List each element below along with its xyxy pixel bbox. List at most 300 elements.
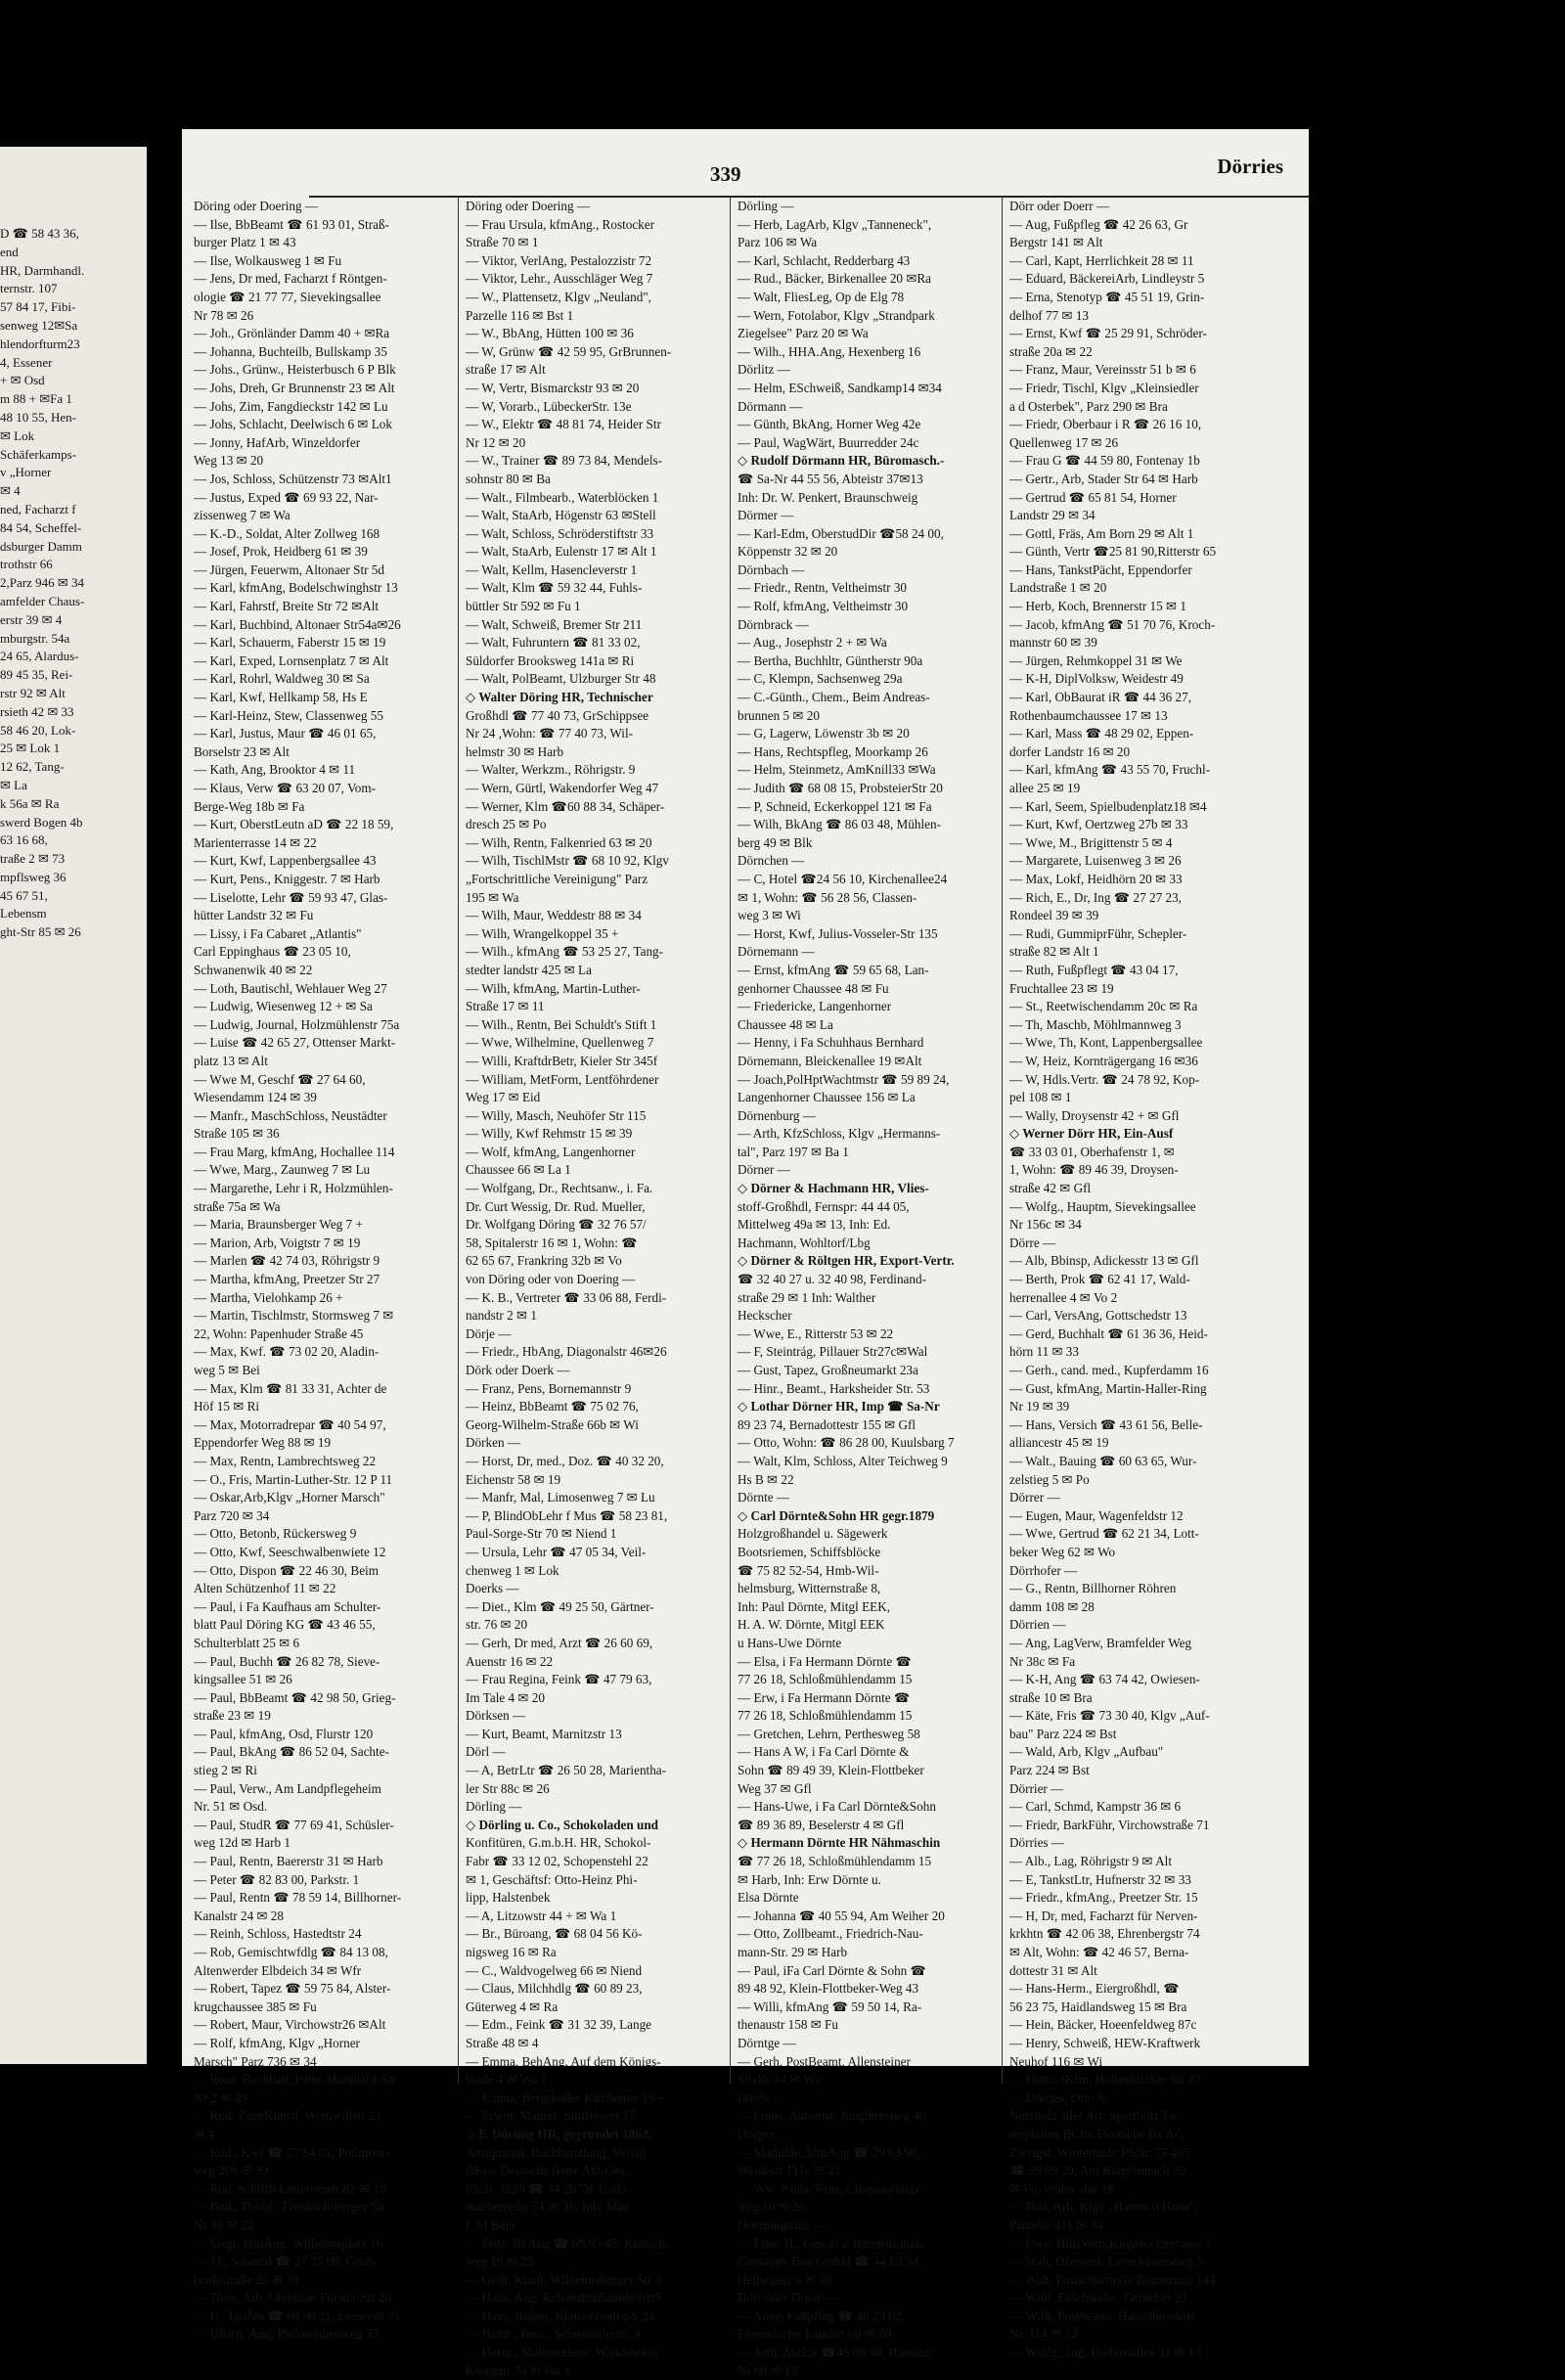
directory-entry: — K.-D., Soldat, Alter Zollweg 168 xyxy=(194,525,380,541)
directory-entry: ◇ Carl Dörnte&Sohn HR gegr.1879 xyxy=(738,1507,935,1523)
scan-border xyxy=(1309,0,1565,2130)
directory-entry: stoff-Großhdl, Fernspr: 44 44 05, xyxy=(738,1198,910,1214)
directory-entry: — Friedericke, Langenhorner xyxy=(738,999,892,1014)
left-fragment-line: k 56a ✉ Ra xyxy=(0,795,60,811)
directory-entry: — Oskar,Arb,Klgv „Horner Marsch" xyxy=(194,1490,385,1505)
directory-entry: — Marion, Arb, Voigtstr 7 ✉ 19 xyxy=(194,1235,361,1250)
directory-entry: 89 23 74, Bernadottestr 155 ✉ Gfl xyxy=(738,1416,917,1432)
directory-entry: Höf 15 ✉ Ri xyxy=(194,1399,260,1415)
directory-entry: — Hans-Uwe, i Fa Carl Dörnte&Sohn xyxy=(738,1799,936,1815)
directory-entry: — C., Waldvogelweg 66 ✉ Niend xyxy=(466,1962,643,1978)
directory-entry: — Josef, Prok, Heidberg 61 ✉ 39 xyxy=(194,544,368,560)
surname-heading: Dörlitz — xyxy=(738,362,790,378)
directory-entry: mann-Str. 29 ✉ Harb xyxy=(738,1945,848,1959)
directory-entry: — Jens, Dr med, Facharzt f Röntgen- xyxy=(194,271,387,287)
directory-entry: — Th, Maschb, Möhlmannweg 3 xyxy=(1009,1016,1182,1032)
left-fragment-line: 12 62, Tang- xyxy=(0,759,65,775)
page-header xyxy=(182,143,1309,192)
left-fragment-line: 24 65, Alardus- xyxy=(0,649,79,664)
directory-entry: 22, Wohn: Papenhuder Straße 45 xyxy=(194,1325,364,1341)
directory-entry: — Jürgen, Rehmkoppel 31 ✉ We xyxy=(1009,652,1183,668)
directory-entry: — Horst, Kwf, Julius-Vosseler-Str 135 xyxy=(738,925,938,941)
directory-entry: Elsa Dörnte xyxy=(738,1890,799,1906)
running-head: Dörries xyxy=(1217,155,1283,178)
directory-entry: dottestr 31 ✉ Alt xyxy=(1009,1962,1097,1978)
directory-entry: — Wwe M, Geschf ☎ 27 64 60, xyxy=(194,1071,366,1087)
surname-heading: Dörner — xyxy=(738,1162,790,1178)
directory-entry: ☎ 89 36 89, Beselerstr 4 ✉ Gfl xyxy=(738,1817,905,1832)
directory-entry: Container Bau GmbH ☎ 44 63 34, xyxy=(738,2254,922,2269)
directory-entry: — Paul, iFa Carl Dörnte & Sohn ☎ xyxy=(738,1962,926,1978)
surname-heading: Dörnenburg — xyxy=(738,1107,816,1123)
surname-heading: Dörre — xyxy=(1009,1235,1056,1250)
directory-entry: ☎ 77 26 18, Schloßmühlendamm 15 xyxy=(738,1854,932,1869)
left-fragment-line: amfelder Chaus- xyxy=(0,593,85,608)
directory-entry: Borselstr 23 ✉ Alt xyxy=(194,743,290,759)
directory-entry: — A, Litzowstr 44 + ✉ Wa 1 xyxy=(466,1908,617,1923)
directory-entry: Nr 19 ✉ 39 xyxy=(1009,1399,1070,1415)
directory-entry: Schulterblatt 25 ✉ 6 xyxy=(194,1635,300,1650)
directory-entry: — Emma, Bergstedter Kirchenstr 19 + xyxy=(466,2089,666,2105)
surname-heading: Dörken — xyxy=(466,1435,521,1451)
directory-entry: ◇ Lothar Dörner HR, Imp ☎ Sa-Nr xyxy=(738,1399,940,1415)
directory-entry: — Kurt, Kwf, Lappenbergsallee 43 xyxy=(194,853,377,869)
directory-entry: — Gerh, PostBeamt, Allensteiner xyxy=(738,2053,911,2069)
directory-entry: — Lissy, i Fa Cabaret „Atlantis" xyxy=(194,925,362,941)
directory-entry: serplatten BCto: Deutsche Bk AG xyxy=(1009,2126,1185,2141)
directory-entry: — William, MetForm, Lentföhrdener xyxy=(466,1071,659,1087)
directory-entry: 89 48 92, Klein-Flottbeker-Weg 43 xyxy=(738,1981,919,1997)
directory-page xyxy=(182,129,1309,2378)
surname-heading: Dörl — xyxy=(466,1744,506,1760)
directory-entry: — Ang, LagVerw, Bramfelder Weg xyxy=(1009,1635,1192,1650)
directory-entry: — Walt., Bauing ☎ 60 63 65, Wur- xyxy=(1009,1453,1197,1468)
left-fragment-line: D ☎ 58 43 36, xyxy=(0,226,79,241)
left-fragment-line: 2,Parz 946 ✉ 34 xyxy=(0,575,84,591)
directory-entry: — C.-Günth., Chem., Beim Andreas- xyxy=(738,690,930,705)
directory-entry: — Carl, VersAng, Gottschedstr 13 xyxy=(1009,1308,1187,1324)
directory-entry: — Max, Klm ☎ 81 33 31, Achter de xyxy=(194,1380,387,1396)
directory-entry: — Margarete, Luisenweg 3 ✉ 26 xyxy=(1009,853,1182,869)
directory-entry: ✉ 4 xyxy=(194,2126,214,2141)
directory-entry: krkhtn ☎ 42 06 38, Ehrenbergstr 74 xyxy=(1009,1926,1200,1942)
directory-entry: heidestraße 25 ✉ 39 xyxy=(194,2271,299,2287)
column-divider xyxy=(730,196,731,2084)
directory-entry: — Bertha, Buchhltr, Güntherstr 90a xyxy=(738,652,923,668)
directory-entry: — Walt, PolBeamt, Ulzburger Str 48 xyxy=(466,671,656,687)
directory-entry: Rothenbaumchaussee 17 ✉ 13 xyxy=(1009,707,1168,723)
directory-entry: u Hans-Uwe Dörnte xyxy=(738,1635,842,1650)
directory-entry: — Ilse, BbBeamt ☎ 61 93 01, Straß- xyxy=(194,216,389,232)
directory-entry: blatt Paul Döring KG ☎ 43 46 55, xyxy=(194,1617,376,1633)
directory-entry: 56 23 75, Haidlandsweg 15 ✉ Bra xyxy=(1009,1998,1187,2014)
directory-entry: — Liselotte, Lehr ☎ 59 93 47, Glas- xyxy=(194,889,388,905)
directory-entry: zissenweg 7 ✉ Wa xyxy=(194,508,291,523)
directory-entry: — Gretchen, Lehrn, Perthesweg 58 xyxy=(738,1726,920,1741)
directory-entry: berg 49 ✉ Blk xyxy=(738,834,813,850)
directory-entry: Straße 70 ✉ 1 xyxy=(466,235,539,250)
directory-entry: Rondeel 39 ✉ 39 xyxy=(1009,908,1099,923)
directory-entry: delhof 77 ✉ 13 xyxy=(1009,307,1090,323)
directory-entry: — Wwe, Th, Kont, Lappenbergsallee xyxy=(1009,1035,1203,1051)
directory-entry: Eppendorfer Landstr 60 ✉ 20 xyxy=(738,2326,891,2342)
directory-entry: ☎ Sa-Nr 44 55 56, Abteistr 37✉13 xyxy=(738,471,923,486)
directory-entry: — Margarethe, Lehr i R, Holzmühlen- xyxy=(194,1181,393,1196)
directory-entry: — G, Lagerw, Löwenstr 3b ✉ 20 xyxy=(738,726,910,741)
directory-entry: Inh: Dr. W. Penkert, Braunschweig xyxy=(738,489,918,505)
directory-entry: — Manfr., MaschSchloss, Neustädter xyxy=(194,1107,387,1123)
directory-entry: ◇ Rudolf Dörmann HR, Büromasch.- xyxy=(738,453,945,469)
directory-entry: — C, Hotel ☎24 56 10, Kirchenallee24 xyxy=(738,871,948,886)
directory-entry: Fruchtallee 23 ✉ 19 xyxy=(1009,980,1114,996)
directory-entry: — Louis, Automat, Jungfernstieg 40 xyxy=(738,2108,926,2124)
directory-entry: — Karl, Buchbind, Altonaer Str54a✉26 xyxy=(194,616,401,632)
directory-entry: — Eugen, Maur, Wagenfeldstr 12 xyxy=(1009,1507,1184,1523)
directory-entry: Kanalstr 24 ✉ 28 xyxy=(194,1908,284,1923)
directory-entry: — Willi, ElSchweiss, Geibelstr 23 xyxy=(1009,2290,1187,2306)
directory-entry: genhorner Chaussee 48 ✉ Fu xyxy=(738,980,889,996)
directory-entry: kingsallee 51 ✉ 26 xyxy=(194,1672,292,1687)
directory-entry: helmstr 30 ✉ Harb xyxy=(466,743,564,759)
directory-entry: straße 23 ✉ 19 xyxy=(194,1708,271,1724)
directory-entry: — Gerh, Dr med, Arzt ☎ 26 60 69, xyxy=(466,1635,653,1650)
left-fragment-line: rstr 92 ✉ Alt xyxy=(0,685,66,700)
surname-heading: Dörr oder Doerr — xyxy=(738,2290,838,2306)
surname-heading: Dörnte — xyxy=(738,1490,790,1505)
directory-entry: ◇ Dörling u. Co., Schokoladen und xyxy=(466,1817,659,1832)
directory-entry: — H, Dr, med, Facharzt für Nerven- xyxy=(1009,1908,1198,1923)
directory-entry: straße 82 ✉ Alt 1 xyxy=(1009,944,1099,960)
surname-heading: Dörnbrack — xyxy=(738,616,809,632)
directory-entry: Dr. Wolfgang Döring ☎ 32 76 57/ xyxy=(466,1217,647,1233)
directory-entry: ✉ Harb, Inh: Erw Dörnte u. xyxy=(738,1871,881,1887)
directory-entry: weg 5 ✉ Bei xyxy=(194,1363,260,1377)
directory-entry: Nr 33 ✉ 22 xyxy=(194,2217,254,2232)
directory-entry: — Manfr, Mal, Limosenweg 7 ✉ Lu xyxy=(466,1490,655,1505)
directory-entry: — Paul, Rentn, Baererstr 31 ✉ Harb xyxy=(194,1854,383,1869)
directory-entry: — Gottl, Fräs, Am Born 29 ✉ Alt 1 xyxy=(1009,525,1194,541)
directory-column-4 xyxy=(1009,198,1268,2362)
directory-entry: — Helm, Steinmetz, AmKnill33 ✉Wa xyxy=(738,762,936,778)
directory-entry: — P, BlindObLehr f Mus ☎ 58 23 81, xyxy=(466,1507,668,1523)
directory-entry: Nr 24 ,Wohn: ☎ 77 40 73, Wil- xyxy=(466,726,633,741)
directory-entry: — Hans-Herm., Eiergroßhdl, ☎ xyxy=(1009,1981,1180,1997)
directory-entry: Marienterrasse 14 ✉ 22 xyxy=(194,834,317,850)
directory-entry: — Walt, Kellm, Hasencleverstr 1 xyxy=(466,561,638,577)
left-fragment-line: erstr 39 ✉ 4 xyxy=(0,611,63,627)
directory-entry: — Friedr., kfmAng., Preetzer Str. 15 xyxy=(1009,1890,1198,1906)
directory-entry: — Berth, Prok ☎ 62 41 17, Wald- xyxy=(1009,1272,1190,1287)
directory-entry: platz 13 ✉ Alt xyxy=(194,1053,268,1068)
directory-entry: — Br., Büroang, ☎ 68 04 56 Kö- xyxy=(466,1926,643,1942)
directory-entry: — Luise ☎ 42 65 27, Ottenser Markt- xyxy=(194,1035,396,1051)
directory-entry: Parz 106 ✉ Wa xyxy=(738,235,818,250)
directory-entry: Nr 60 ✉ 13 xyxy=(738,2362,798,2378)
directory-entry: chenweg 1 ✉ Lok xyxy=(466,1562,559,1578)
directory-entry: — Wolfg., Hauptm, Sievekingsallee xyxy=(1009,1198,1196,1214)
directory-entry: Chaussee 66 ✉ La 1 xyxy=(466,1162,571,1178)
directory-entry: Auenstr 16 ✉ 22 xyxy=(466,1653,554,1669)
directory-entry: — Karl, Exped, Lornsenplatz 7 ✉ Alt xyxy=(194,652,389,668)
directory-entry: — Karl, Rohrl, Waldweg 30 ✉ Sa xyxy=(194,671,370,687)
directory-entry: dorfer Landstr 16 ✉ 20 xyxy=(1009,743,1131,759)
directory-entry: — Joh., Grönländer Damm 40 + ✉Ra xyxy=(194,326,390,341)
directory-entry: — Ulrich, Ang, Philosophenweg 33 xyxy=(194,2326,380,2342)
directory-entry: Hellwigstr 6 ✉ 20 xyxy=(738,2271,832,2287)
left-fragment-line: 89 45 35, Rei- xyxy=(0,667,73,683)
directory-entry: ologie ☎ 21 77 77, Sievekingsallee xyxy=(194,289,381,304)
directory-entry: — Johs, Dreh, Gr Brunnenstr 23 ✉ Alt xyxy=(194,380,395,395)
directory-entry: hörn 11 ✉ 33 xyxy=(1009,1344,1079,1360)
directory-entry: str. 76 ✉ 20 xyxy=(466,1617,528,1633)
left-fragment-line: 25 ✉ Lok 1 xyxy=(0,741,61,756)
left-fragment-line: 63 16 68, xyxy=(0,832,48,848)
directory-entry: zelstieg 5 ✉ Po xyxy=(1009,1471,1090,1487)
directory-entry: — Wwe, Gertrud ☎ 62 21 34, Lott- xyxy=(1009,1526,1199,1542)
directory-entry: — Ursula, Lehr ☎ 47 05 34, Veil- xyxy=(466,1544,647,1559)
directory-entry: Zweigst. Winterhude PSch: 75 485 xyxy=(1009,2144,1190,2160)
directory-entry: — Kurt, Beamt, Marnitzstr 13 xyxy=(466,1726,622,1741)
directory-entry: stieg 2 ✉ Ri xyxy=(194,1763,257,1778)
directory-entry: Bergstr 141 ✉ Alt xyxy=(1009,235,1103,250)
left-fragment-line: ght-Str 85 ✉ 26 xyxy=(0,924,81,940)
left-fragment-line: swerd Bogen 4b xyxy=(0,814,83,830)
surname-heading: Dörnchen — xyxy=(738,853,805,869)
directory-column-1 xyxy=(194,198,452,2344)
directory-entry: weg 20b ✉ 39 xyxy=(194,2163,268,2178)
directory-entry: — Mathilde, kfmAng ☎ 29 63 90, xyxy=(738,2144,921,2160)
directory-entry: — C, Klempn, Sachsenweg 29a xyxy=(738,671,903,687)
directory-entry: — Wilh., kfmAng ☎ 53 25 27, Tang- xyxy=(466,944,664,960)
directory-entry: Parz 720 ✉ 34 xyxy=(194,1507,270,1523)
directory-entry: — Walt, Klm, Schloss, Alter Teichweg 9 xyxy=(738,1453,948,1468)
directory-entry: — Loth, Bautischl, Wehlauer Weg 27 xyxy=(194,980,387,996)
directory-entry: — A, BetrLtr ☎ 26 50 28, Marientha- xyxy=(466,1763,667,1778)
directory-entry: — K-H, Ang ☎ 63 74 42, Owiesen- xyxy=(1009,1672,1200,1687)
directory-entry: weg 3 ✉ Wi xyxy=(738,908,801,923)
directory-entry: — Walt, StaArb, Högenstr 63 ✉Stell xyxy=(466,508,656,523)
directory-entry: ✉ 1, Geschäftsf: Otto-Heinz Phi- xyxy=(466,1871,638,1887)
directory-entry: thenaustr 158 ✉ Fu xyxy=(738,2017,838,2033)
directory-entry: — Rolf, kfmAng, Veltheimstr 30 xyxy=(738,599,909,614)
directory-entry: Nr. 114 ✉ 22 xyxy=(1009,2326,1078,2342)
directory-entry: Antiquariat, Buchhandlung, Verlag xyxy=(466,2144,647,2160)
directory-entry: — Th, Schneid ☎ 27 35 09, Groß- xyxy=(194,2254,378,2269)
directory-entry: — Wilh., HHA.Ang, Hexenberg 16 xyxy=(738,343,921,359)
directory-entry: — Walt, Klm ☎ 59 32 44, Fuhls- xyxy=(466,580,643,596)
directory-entry: — Ludwig, Wiesenweg 12 + ✉ Sa xyxy=(194,999,373,1014)
directory-entry: ☎ 33 03 01, Oberhafenstr 1, ✉ xyxy=(1009,1144,1175,1159)
directory-entry: — Aug., Josephstr 2 + ✉ Wa xyxy=(738,635,887,651)
directory-entry: Marsch" Parz 736 ✉ 34 xyxy=(194,2053,317,2069)
directory-entry: — Rud, Arb, Klgv „Hamm u Horn", xyxy=(1009,2199,1197,2215)
surname-heading: Dörper — xyxy=(738,2126,790,2141)
directory-entry: — Paul, BkAng ☎ 86 52 04, Sachte- xyxy=(194,1744,389,1760)
directory-entry: — Paul, Rentn ☎ 78 59 14, Billhorner- xyxy=(194,1890,402,1906)
directory-entry: ☎ 59 89 29, Am Karpfenteich 20 xyxy=(1009,2163,1186,2178)
surname-heading: Dörös — xyxy=(738,2089,785,2105)
directory-entry: — Herm., Malermeister, Wandsbeker xyxy=(466,2345,659,2360)
directory-entry: sohnstr 80 ✉ Ba xyxy=(466,471,551,486)
directory-entry: lande 4 ✉ Wa 1 xyxy=(466,2072,547,2088)
directory-entry: — Rudi, GummiprFühr, Schepler- xyxy=(1009,925,1187,941)
directory-entry: 77 26 18, Schloßmühlendamm 15 xyxy=(738,1672,913,1687)
directory-entry: — Uwe, HdlsVertr,Klopstockterrasse 1 xyxy=(1009,2235,1212,2251)
directory-entry: — Rud., Bäcker, Birkenallee 20 ✉Ra xyxy=(738,271,932,287)
directory-entry: — Gerd, Buchhalt ☎ 61 36 36, Heid- xyxy=(1009,1325,1208,1341)
directory-entry: Heckscher xyxy=(738,1308,792,1324)
directory-entry: — P, Schneid, Eckerkoppel 121 ✉ Fa xyxy=(738,798,932,814)
directory-entry: brunnen 5 ✉ 20 xyxy=(738,707,820,723)
directory-entry: — Paul, BbBeamt ☎ 42 98 50, Grieg- xyxy=(194,1689,396,1705)
directory-entry: Sohn ☎ 89 49 39, Klein-Flottbeker xyxy=(738,1763,924,1778)
directory-entry: tal", Parz 197 ✉ Ba 1 xyxy=(738,1144,849,1159)
directory-entry: ◇ Werner Dörr HR, Ein-Ausf xyxy=(1009,1126,1174,1142)
directory-entry: — Walter, Werkzm., Röhrigstr. 9 xyxy=(466,762,636,778)
left-fragment-line: senweg 12✉Sa xyxy=(0,317,78,333)
directory-entry: — Peter ☎ 82 83 00, Parkstr. 1 xyxy=(194,1871,360,1887)
directory-entry: — Wilh, Rentn, Falkenried 63 ✉ 20 xyxy=(466,834,652,850)
directory-entry: — Frau G ☎ 44 59 80, Fontenay 1b xyxy=(1009,453,1200,469)
left-fragment-line: 4, Essener xyxy=(0,354,53,370)
directory-entry: — Dörries, Otto A. xyxy=(1009,2089,1109,2105)
surname-heading: Dörnbach — xyxy=(738,561,805,577)
directory-entry: — Robert, Tapez ☎ 59 75 84, Alster- xyxy=(194,1981,391,1997)
directory-entry: Langenhorner Chaussee 156 ✉ La xyxy=(738,1090,916,1105)
left-page-fragment xyxy=(0,147,147,2064)
directory-entry: — Wolfgang, Dr., Rechtsanw., i. Fa. xyxy=(466,1181,653,1196)
directory-entry: — Theo, Arb, Christian-Förster-Str 20 xyxy=(194,2290,392,2306)
left-fragment-line: + ✉ Osd xyxy=(0,373,45,388)
directory-entry: — Karl, ObBaurat iR ☎ 44 36 27, xyxy=(1009,690,1192,705)
directory-entry: Parzelle 116 ✉ Bst 1 xyxy=(466,307,574,323)
directory-entry: Weidestr 111c ✉ 22 xyxy=(738,2163,841,2178)
surname-heading: Dörries — xyxy=(1009,1835,1065,1851)
directory-entry: — Gerh., cand. med., Kupferdamm 16 xyxy=(1009,1363,1209,1377)
directory-entry: — Herb, LagArb, Klgv „Tanneneck", xyxy=(738,216,932,232)
directory-entry: — Wilh, BkAng ☎ 86 03 48, Mühlen- xyxy=(738,817,941,832)
directory-entry: Nr 12 ✉ 20 xyxy=(466,434,526,450)
directory-entry: — Max, Kwf. ☎ 73 02 20, Aladin- xyxy=(194,1344,380,1360)
left-fragment-line: dsburger Damm xyxy=(0,538,82,554)
directory-entry: ◇ Walter Döring HR, Technischer xyxy=(466,690,653,705)
directory-entry: Nutzholz aller Art, Sperrholz Fa- xyxy=(1009,2108,1180,2124)
directory-entry: — St., Reetwischendamm 20c ✉ Ra xyxy=(1009,999,1198,1014)
directory-entry: — Wald, Arb, Klgv „Aufbau" xyxy=(1009,1744,1164,1760)
directory-entry: — Paul, kfmAng, Osd, Flurstr 120 xyxy=(194,1726,374,1741)
directory-entry: straße 17 ✉ Alt xyxy=(466,362,546,378)
directory-entry: — K. B., Vertreter ☎ 33 06 88, Ferdi- xyxy=(466,1289,667,1305)
directory-entry: — Walt., Filmbearb., Waterblöcken 1 xyxy=(466,489,659,505)
directory-entry: — Rud, ZaubKünstl, Wohlwillstr 21 xyxy=(194,2108,382,2124)
directory-entry: — Erna, Stenotyp ☎ 45 51 19, Grin- xyxy=(1009,289,1205,304)
directory-entry: — Wolfg., Ing, Brahmsallee 31 ✉ 13 xyxy=(1009,2345,1202,2360)
directory-entry: Im Tale 4 ✉ 20 xyxy=(466,1689,545,1705)
directory-entry: — Fritz, BkAng ☎ 69 93 45, Kranich- xyxy=(466,2235,670,2251)
directory-entry: — E, TankstLtr, Hufnerstr 32 ✉ 33 xyxy=(1009,1871,1191,1887)
directory-entry: Hs B ✉ 22 xyxy=(738,1471,794,1487)
directory-entry: — Gertr., Arb, Stader Str 64 ✉ Harb xyxy=(1009,471,1198,486)
directory-entry: — Aug, Fußpfleg ☎ 42 26 63, Gr xyxy=(1009,216,1188,232)
directory-entry: Holzgroßhandel u. Sägewerk xyxy=(738,1526,888,1542)
directory-entry: herrenallee 4 ✉ Vo 2 xyxy=(1009,1289,1118,1305)
surname-heading: Dörk oder Doerk — xyxy=(466,1363,570,1377)
directory-entry: 195 ✉ Wa xyxy=(466,889,519,905)
surname-heading: Dörrhofer — xyxy=(1009,1562,1078,1578)
directory-entry: — Karl, Kwf, Hellkamp 58, Hs E xyxy=(194,690,368,705)
directory-entry: Alten Schützenhof 11 ✉ 22 xyxy=(194,1581,336,1596)
surname-heading: Dörnemann — xyxy=(738,944,815,960)
directory-entry: — Friedr., HbAng, Diagonalstr 46✉26 xyxy=(466,1344,667,1360)
surname-heading: Dörksen — xyxy=(466,1708,526,1724)
directory-entry: dresch 25 ✉ Po xyxy=(466,817,547,832)
left-fragment-line: ned, Facharzt f xyxy=(0,501,76,516)
directory-entry: büttler Str 592 ✉ Fu 1 xyxy=(466,599,581,614)
left-fragment-line: end xyxy=(0,244,19,259)
directory-entry: Landstraße 1 ✉ 20 xyxy=(1009,580,1107,596)
directory-entry: — Wwe, Marg., Zaunweg 7 ✉ Lu xyxy=(194,1162,371,1178)
directory-entry: — Carl, Kapt, Herrlichkeit 28 ✉ 11 xyxy=(1009,252,1194,268)
directory-entry: — Jürgen, Feuerwm, Altonaer Str 5d xyxy=(194,561,384,577)
directory-entry: — Claus, Milchhdlg ☎ 60 89 23, xyxy=(466,1981,643,1997)
left-fragment-line: HR, Darmhandl. xyxy=(0,262,85,278)
directory-entry: macherreihe 51 ✉ 36, Inh: Max xyxy=(466,2199,630,2215)
directory-entry: — Gerh, Kranf, Wilhelmsburger Str 3 xyxy=(466,2271,662,2287)
directory-entry: 62 65 67, Frankring 32b ✉ Vo xyxy=(466,1253,622,1269)
directory-entry: — O., Fris, Martin-Luther-Str. 12 P 11 xyxy=(194,1471,393,1487)
surname-heading: Dörmer — xyxy=(738,508,794,523)
directory-entry: — Reinh, Schloss, Hastedtstr 24 xyxy=(194,1926,362,1942)
directory-entry: — F, Steintrág, Pillauer Str27c✉Wal xyxy=(738,1344,928,1360)
left-fragment-line: ternstr. 107 xyxy=(0,281,58,296)
left-fragment-line: mpflsweg 36 xyxy=(0,869,67,884)
directory-entry: — W., BbAng, Hütten 100 ✉ 36 xyxy=(466,326,634,341)
directory-entry: — Ruth, Fußpflegt ☎ 43 04 17, xyxy=(1009,962,1179,977)
directory-entry: Nr 78 ✉ 26 xyxy=(194,307,254,323)
directory-entry: Parz 224 ✉ Bst xyxy=(1009,1763,1090,1778)
directory-entry: — Rud, Schiffb Lutterothstr 82 ✉ 19 xyxy=(194,2180,386,2196)
directory-entry: Landstr 29 ✉ 34 xyxy=(1009,508,1096,523)
directory-entry: — Walt, Schloss, Schröderstiftstr 33 xyxy=(466,525,654,541)
directory-entry: ◇ F. Dörling HR, gegründet 1862, xyxy=(466,2126,651,2141)
directory-entry: — Erw, i Fa Hermann Dörnte ☎ xyxy=(738,1689,911,1705)
directory-entry: — Martha, Vielohkamp 26 + xyxy=(194,1289,343,1305)
directory-entry: Nr 2 ✉ 39 xyxy=(194,2089,247,2105)
surname-heading: Dörrer — xyxy=(1009,1490,1060,1505)
directory-entry: — Maria, Braunsberger Weg 7 + xyxy=(194,1217,363,1233)
directory-entry: — Hans, TankstPächt, Eppendorfer xyxy=(1009,561,1192,577)
directory-entry: — Wern, Gürtl, Wakendorfer Weg 47 xyxy=(466,781,659,795)
directory-entry: — Frau Ursula, kfmAng., Rostocker xyxy=(466,216,655,232)
directory-entry: PSch: 1825 ☎ 34 26 78, Caffa- xyxy=(466,2180,632,2196)
left-fragment-line: v „Horner xyxy=(0,465,52,480)
directory-entry: — Diet., Klm ☎ 49 25 50, Gärtner- xyxy=(466,1598,654,1614)
directory-entry: — Friedr., Rentn, Veltheimstr 30 xyxy=(738,580,908,596)
directory-entry: — Friedr, BarkFühr, Virchowstraße 71 xyxy=(1009,1817,1210,1832)
column-divider xyxy=(458,196,459,2084)
directory-entry: hütter Landstr 32 ✉ Fu xyxy=(194,908,314,923)
directory-entry: — Wwe, Wilhelmine, Quellenweg 7 xyxy=(466,1035,654,1051)
directory-entry: — Robert, Maur, Virchowstr26 ✉Alt xyxy=(194,2017,386,2033)
directory-entry: ◇ Hermann Dörnte HR Nähmaschin xyxy=(738,1835,941,1851)
surname-heading: Doerks — xyxy=(466,1581,519,1596)
directory-entry: — Willi, KraftdrBetr, Kieler Str 345f xyxy=(466,1053,658,1068)
directory-entry: — Kurt, OberstLeutn aD ☎ 22 18 59, xyxy=(194,817,394,832)
directory-entry: straße 42 ✉ Gfl xyxy=(1009,1181,1092,1196)
directory-entry: Dr. Curt Wessig, Dr. Rud. Mueller, xyxy=(466,1198,646,1214)
directory-entry: — Jos, Schloss, Schützenstr 73 ✉Alt1 xyxy=(194,471,392,486)
surname-heading: von Döring oder von Doering — xyxy=(466,1272,636,1287)
